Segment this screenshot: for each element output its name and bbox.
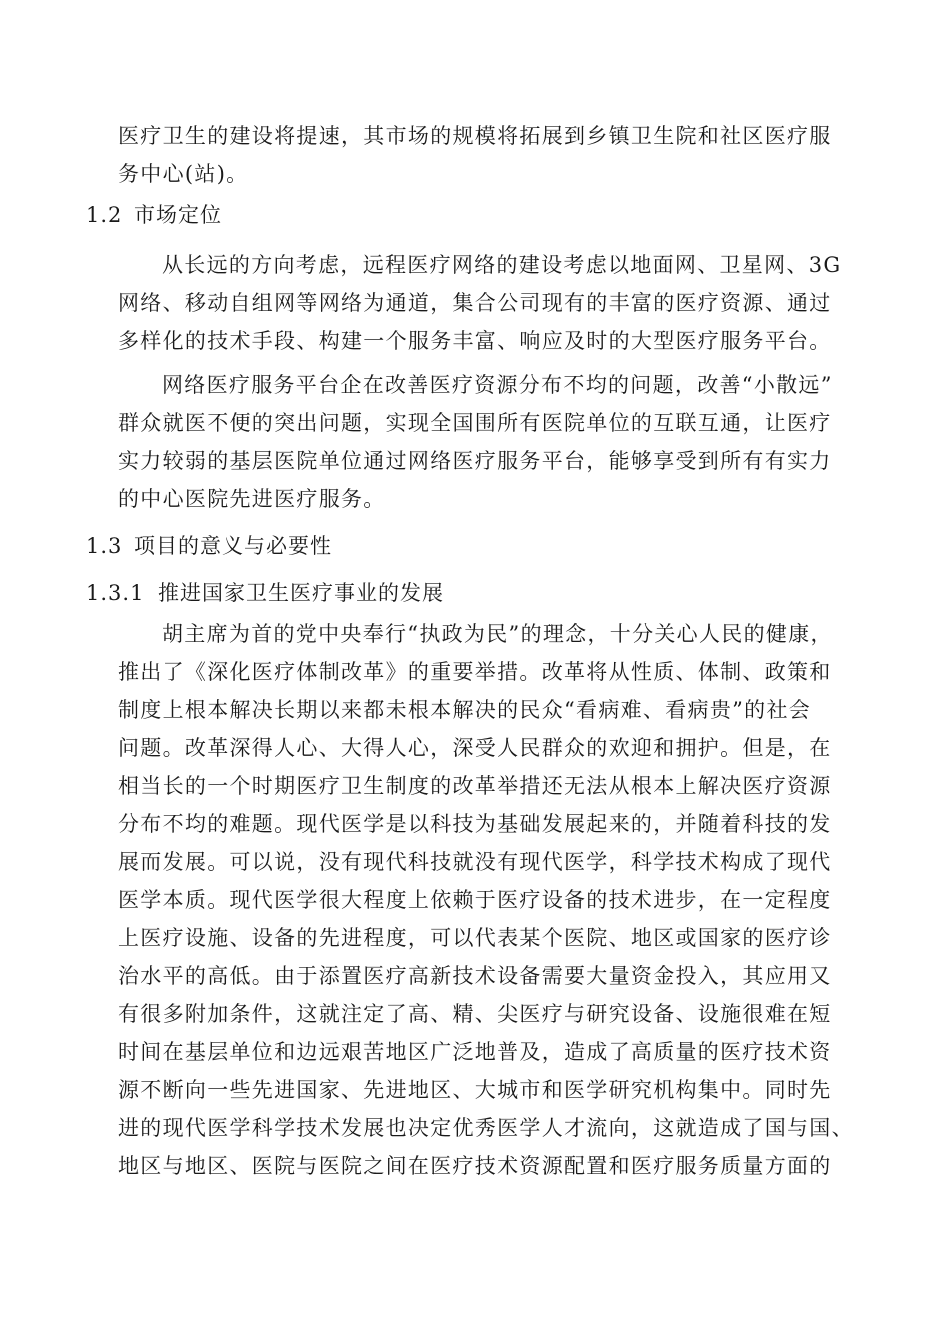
paragraph-platform-goal <box>118 366 846 518</box>
section-title: 项目的意义与必要性 <box>134 534 332 558</box>
text-line: 胡主席为首的党中央奉行“执政为民”的理念，十分关心人民的健康， <box>162 622 833 646</box>
section-title: 市场定位 <box>134 203 222 227</box>
text-line: 群众就医不便的突出问题，实现全国围所有医院单位的互联互通，让医疗 <box>118 411 832 435</box>
text-line: 制度上根本解决长期以来都未根本解决的民众“看病难、看病贵”的社会 <box>118 698 812 722</box>
text-line: 有很多附加条件，这就注定了高、精、尖医疗与研究设备、设施很难在短 <box>118 1002 832 1026</box>
text-line: 医疗卫生的建设将提速，其市场的规模将拓展到乡镇卫生院和社区医疗服 <box>118 124 832 148</box>
paragraph-healthcare-reform <box>118 615 854 1185</box>
paragraph-continuation <box>118 117 846 193</box>
text-line: 推出了《深化医疗体制改革》的重要举措。改革将从性质、体制、政策和 <box>118 660 832 684</box>
text-line: 网络、移动自组网等网络为通道，集合公司现有的丰富的医疗资源、通过 <box>118 291 832 315</box>
text-line: 进的现代医学科学技术发展也决定优秀医学人才流向，这就造成了国与国、 <box>118 1116 854 1140</box>
text-line: 地区与地区、医院与医院之间在医疗技术资源配置和医疗服务质量方面的 <box>118 1154 832 1178</box>
section-heading-1-3 <box>86 527 332 565</box>
paragraph-market-positioning <box>118 246 846 360</box>
text-line: 实力较弱的基层医院单位通过网络医疗服务平台，能够享受到所有有实力 <box>118 449 832 473</box>
text-line: 治水平的高低。由于添置医疗高新技术设备需要大量资金投入，其应用又 <box>118 964 832 988</box>
text-line: 的中心医院先进医疗服务。 <box>118 487 386 511</box>
section-title: 推进国家卫生医疗事业的发展 <box>158 581 444 605</box>
text-line: 务中心(站)。 <box>118 162 249 186</box>
text-line: 源不断向一些先进国家、先进地区、大城市和医学研究机构集中。同时先 <box>118 1078 832 1102</box>
section-number: 1.2 <box>86 203 123 227</box>
text-line: 相当长的一个时期医疗卫生制度的改革举措还无法从根本上解决医疗资源 <box>118 774 832 798</box>
text-line: 展而发展。可以说，没有现代科技就没有现代医学，科学技术构成了现代 <box>118 850 832 874</box>
section-heading-1-3-1 <box>86 574 444 612</box>
text-line: 多样化的技术手段、构建一个服务丰富、响应及时的大型医疗服务平台。 <box>118 329 832 353</box>
text-line: 分布不均的难题。现代医学是以科技为基础发展起来的，并随着科技的发 <box>118 812 832 836</box>
section-number: 1.3 <box>86 534 123 558</box>
text-line: 上医疗设施、设备的先进程度，可以代表某个医院、地区或国家的医疗诊 <box>118 926 832 950</box>
section-heading-1-2 <box>86 196 222 234</box>
text-line: 问题。改革深得人心、大得人心，深受人民群众的欢迎和拥护。但是，在 <box>118 736 832 760</box>
text-line: 网络医疗服务平台企在改善医疗资源分布不均的问题，改善“小散远” <box>162 373 833 397</box>
section-number: 1.3.1 <box>86 581 145 605</box>
text-line: 时间在基层单位和边远艰苦地区广泛地普及，造成了高质量的医疗技术资 <box>118 1040 832 1064</box>
text-line: 从长远的方向考虑，远程医疗网络的建设考虑以地面网、卫星网、3G <box>162 253 842 277</box>
text-line: 医学本质。现代医学很大程度上依赖于医疗设备的技术进步，在一定程度 <box>118 888 832 912</box>
